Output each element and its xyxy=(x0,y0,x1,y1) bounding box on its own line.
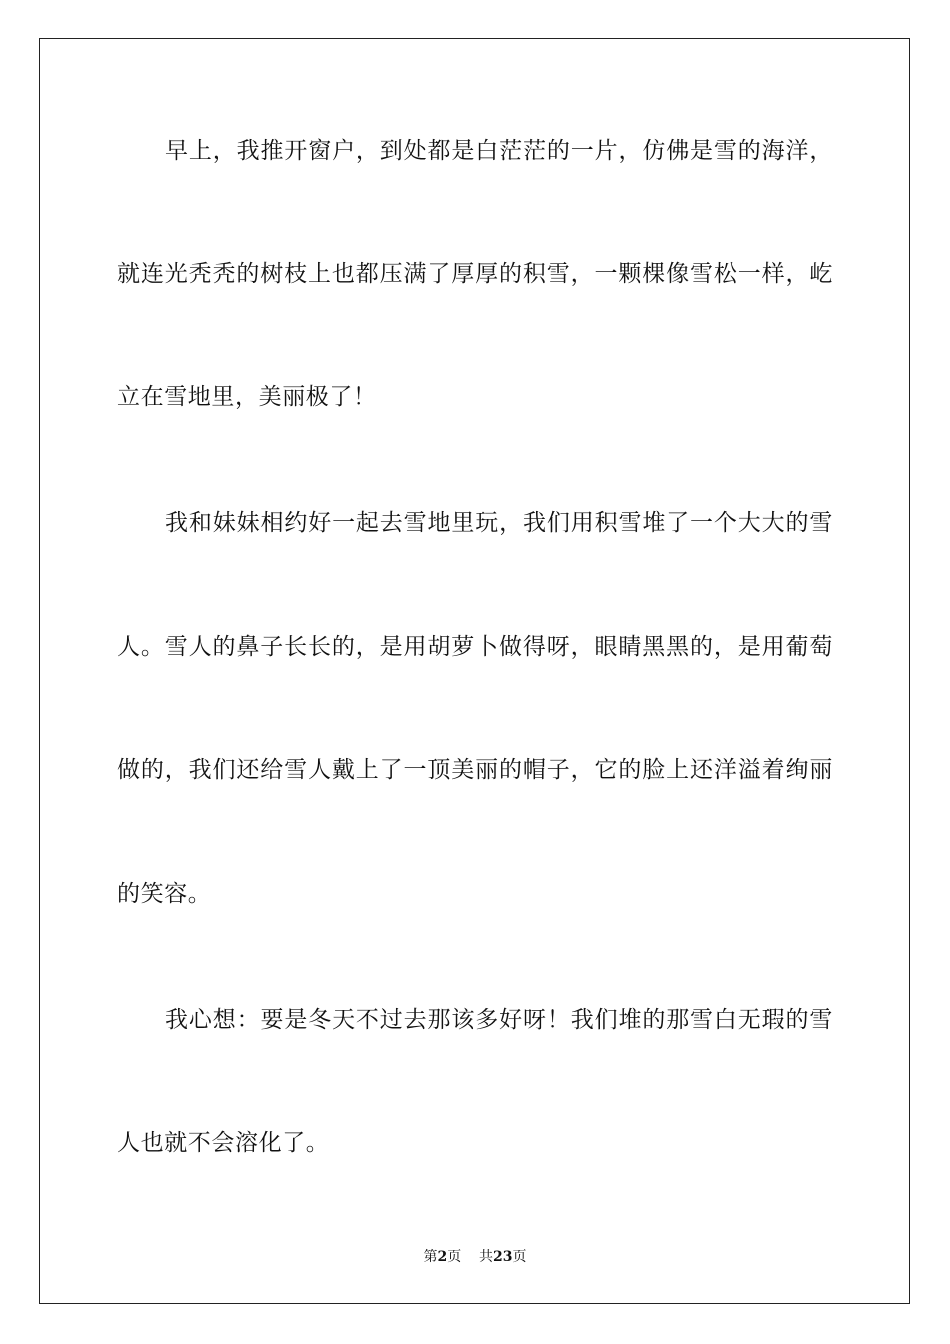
paragraph-1-line-3: 立在雪地里，美丽极了！ xyxy=(117,384,377,410)
paragraph-3-line-2: 人也就不会溶化了。 xyxy=(117,1130,330,1156)
page-border xyxy=(39,38,910,1304)
page-prefix: 第 xyxy=(423,1249,438,1265)
total-suffix: 页 xyxy=(512,1249,527,1265)
paragraph-2-line-4: 的笑容。 xyxy=(117,881,212,907)
paragraph-2-line-1: 我和妹妹相约好一起去雪地里玩，我们用积雪堆了一个大大的雪 xyxy=(165,510,833,536)
paragraph-2-line-3: 做的，我们还给雪人戴上了一顶美丽的帽子，它的脸上还洋溢着绚丽 xyxy=(117,757,833,783)
paragraph-1-line-1: 早上，我推开窗户，到处都是白茫茫的一片，仿佛是雪的海洋， xyxy=(165,138,833,164)
total-pages: 23 xyxy=(493,1249,513,1265)
total-prefix: 共 xyxy=(479,1249,494,1265)
page-number: 2 xyxy=(437,1249,448,1265)
page-footer xyxy=(0,1247,950,1267)
paragraph-3-line-1: 我心想：要是冬天不过去那该多好呀！我们堆的那雪白无瑕的雪 xyxy=(165,1007,833,1033)
page-suffix: 页 xyxy=(447,1249,462,1265)
paragraph-1-line-2: 就连光秃秃的树枝上也都压满了厚厚的积雪，一颗棵像雪松一样，屹 xyxy=(117,261,833,287)
paragraph-2-line-2: 人。雪人的鼻子长长的，是用胡萝卜做得呀，眼睛黑黑的，是用葡萄 xyxy=(117,634,833,660)
